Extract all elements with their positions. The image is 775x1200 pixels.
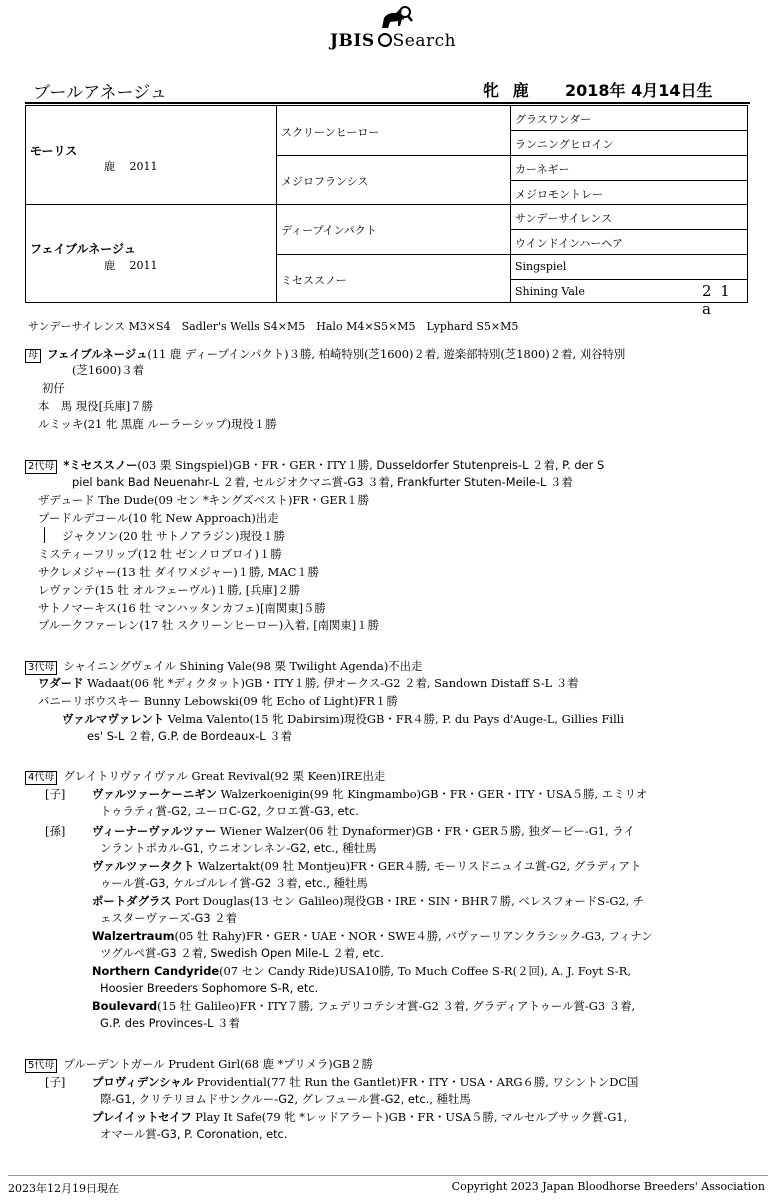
list-item: Northern Candyride(07 セン Candy Ride)USA10勝, To Much Coffee S-R(２回), A. J. Foyt S-R, <box>92 964 631 978</box>
gen2-head: 2代母 *ミセススノー(03 栗 Singspiel)GB・FR・GER・ITY１勝, Dusseldorfer Stutenpreis-L ２着, P. der S <box>25 457 604 474</box>
list-item-cont: 際-G1, クリテリヨムドサンクルー-G2, グレフュール賞-G2, etc., 種牡馬 <box>100 1092 471 1106</box>
velma-link[interactable]: ヴァルマヴァレント <box>62 712 165 726</box>
pedigree-table <box>25 105 748 318</box>
list-item-cont: トゥラティ賞-G2, ユーロC-G2, クロエ賞-G3, etc. <box>100 804 359 818</box>
list-item: ヴァルツァータクト Walzertakt(09 牡 Montjeu)FR・GER４勝, モーリスドニュイユ賞-G2, グラディアト <box>92 859 642 873</box>
list-item: ルミッキ(21 牝 黒鹿 ルーラーシップ)現役１勝 <box>38 417 277 431</box>
waadat-link[interactable]: ワダード <box>38 676 84 690</box>
list-item: バニーリボウスキー Bunny Lebowski(09 牝 Echo of Light)FR１勝 <box>38 694 398 708</box>
g3-ancestor[interactable]: カーネギー <box>515 163 570 176</box>
list-item: ヴァルツァーケーニギン Walzerkoenigin(99 牝 Kingmambo)GB・FR・GER・ITY・USA５勝, エミリオ <box>92 787 648 801</box>
dam-sire[interactable]: ディープインパクト <box>281 224 377 237</box>
g3-ancestor[interactable]: Singspiel <box>515 260 567 273</box>
list-item: ジャクソン(20 牡 サトノアラジン)現役１勝 <box>62 529 286 543</box>
dam-dam[interactable]: ミセススノー <box>281 274 347 287</box>
descendant-bar <box>44 527 45 543</box>
dam-link[interactable]: フェイブルネージュ <box>47 347 148 361</box>
g3-ancestor[interactable]: サンデーサイレンス <box>515 212 613 225</box>
child-label: [子] <box>45 1075 66 1089</box>
list-item: ミスティーフリップ(12 牡 ゼンノロブロイ)１勝 <box>38 547 282 561</box>
sire-color-year: 鹿 2011 <box>104 160 158 173</box>
list-item: サトノマーキス(16 牡 マンハッタンカフェ)[南関東]５勝 <box>38 601 326 615</box>
list-item: ヴァルマヴァレント Velma Valento(15 牝 Dabirsim)現役GB・FR４勝, P. du Pays d'Auge-L, Gillies Filli <box>62 712 625 726</box>
section-tag: 3代母 <box>25 661 57 675</box>
list-item: プロヴィデンシャル Providential(77 牡 Run the Gantlet)FR・ITY・USA・ARG６勝, ワシントンDC国 <box>92 1075 639 1089</box>
as-of-date: 2023年12月19日現在 <box>8 1182 119 1195</box>
birth-date: 2018年 4月14日生 <box>565 81 713 100</box>
section-tag: 5代母 <box>25 1059 57 1073</box>
sire-dam[interactable]: メジロフランシス <box>281 175 369 188</box>
horse-name: ブールアネージュ <box>33 83 167 103</box>
g3-ancestor[interactable]: グラスワンダー <box>515 113 592 126</box>
list-item: プルークファーレン(17 牡 スクリーンヒーロー)入着, [南関東]１勝 <box>38 618 380 632</box>
sire-name[interactable]: モーリス <box>30 144 78 158</box>
sex-color: 牝 鹿 <box>483 81 533 100</box>
family-number: 2 1 a <box>702 282 732 318</box>
logo-search-icon <box>378 33 392 47</box>
g3-ancestor[interactable]: Shining Vale <box>515 285 585 298</box>
section-tag: 母 <box>25 349 41 363</box>
list-item-cont: オマール賞-G3, P. Coronation, etc. <box>100 1127 288 1141</box>
gen4-head: 4代母 グレイトリヴァイヴァル Great Revival(92 栗 Keen)IRE出走 <box>25 768 385 785</box>
sire-sire[interactable]: スクリーンヒーロー <box>281 126 380 139</box>
list-item-cont: ゥール賞-G3, ケルゴルレイ賞-G2 ３着, etc., 種牡馬 <box>100 876 368 890</box>
dam-name[interactable]: フェイブルネージュ <box>30 242 136 256</box>
list-item: 初仔 <box>42 381 65 395</box>
gen5-head: 5代母 プルーデントガール Prudent Girl(68 鹿 *プリメラ)GB２勝 <box>25 1056 373 1073</box>
list-item: レヴァンテ(15 牡 オルフェーヴル)１勝, [兵庫]２勝 <box>38 583 301 597</box>
dam-desc-cont: (芝1600)３着 <box>72 363 145 377</box>
g3-ancestor[interactable]: ランニングヒロイン <box>515 138 614 151</box>
logo-text: JBIS Search <box>330 31 457 51</box>
list-item-cont: es' S-L ２着, G.P. de Bordeaux-L ３着 <box>87 729 292 743</box>
grandchild-label: [孫] <box>45 824 66 838</box>
list-item: ワダード Wadaat(06 牝 *ディクタット)GB・ITY１勝, 伊オークス-G2 ２着, Sandown Distaff S-L ３着 <box>38 676 579 690</box>
list-item: ザデュード The Dude(09 セン *キングズベスト)FR・GER１勝 <box>38 493 370 507</box>
list-item: プードルデコール(10 牝 New Approach)出走 <box>38 511 279 525</box>
list-item: プレイイットセイフ Play It Safe(79 牝 *レッドアラート)GB・FR・USA５勝, マルセルブサック賞-G1, <box>92 1110 628 1124</box>
list-item: 本 馬 現役[兵庫]７勝 <box>38 399 154 413</box>
section-tag: 2代母 <box>25 460 57 474</box>
list-item: サクレメジャー(13 牡 ダイワメジャー)１勝, MAC１勝 <box>38 565 320 579</box>
list-item: ヴィーナーヴァルツァー Wiener Walzer(06 牡 Dynaformer)GB・FR・GER５勝, 独ダービー-G1, ライ <box>92 824 635 838</box>
list-item: ポートダグラス Port Douglas(13 セン Galileo)現役GB・IRE・SIN・BHR７勝, ベレスフォードS-G2, チ <box>92 894 645 908</box>
inbreeding-line: サンデーサイレンス M3×S4 Sadler's Wells S4×M5 Halo M4×S5×M5 Lyphard S5×M5 <box>28 320 519 333</box>
g3-ancestor[interactable]: ウインドインハーヘア <box>515 237 624 250</box>
list-item: Walzertraum(05 牡 Rahy)FR・GER・UAE・NOR・SWE４勝, バヴァーリアンクラシック-G3, フィナン <box>92 929 653 943</box>
list-item-cont: Hoosier Breeders Sophomore S-R, etc. <box>100 981 319 995</box>
list-item-cont: ツグルペ賞-G3 ２着, Swedish Open Mile-L ２着, etc. <box>100 946 384 960</box>
horse-logo-icon <box>374 6 414 32</box>
jbis-logo[interactable] <box>330 6 460 52</box>
dam-section-head: 母 フェイブルネージュ(11 鹿 ディープインパクト)３勝, 柏崎特別(芝1600)２着, 遊楽部特別(芝1800)２着, 刈谷特別 <box>25 346 625 363</box>
dam-color-year: 鹿 2011 <box>104 259 158 272</box>
section-tag: 4代母 <box>25 771 57 785</box>
g3-ancestor[interactable]: メジロモントレー <box>515 188 603 201</box>
copyright: Copyright 2023 Japan Bloodhorse Breeders' Association <box>451 1180 765 1193</box>
title-row <box>25 76 750 104</box>
gen2-desc-cont: piel bank Bad Neuenahr-L ２着, セルジオクマニ賞-G3 ３着, Frankfurter Stuten-Meile-L ３着 <box>72 475 573 489</box>
child-label: [子] <box>45 787 66 801</box>
list-item: Boulevard(15 牡 Galileo)FR・ITY７勝, フェデリコテシオ賞-G2 ３着, グラディアトゥール賞-G3 ３着, <box>92 999 636 1013</box>
list-item-cont: G.P. des Provinces-L ３着 <box>100 1016 240 1030</box>
list-item-cont: ェスターヴァーズ-G3 ２着 <box>100 911 238 925</box>
gen2-link[interactable]: *ミセススノー <box>63 458 138 472</box>
gen3-head: 3代母 シャイニングヴェイル Shining Vale(98 栗 Twilight Agenda)不出走 <box>25 658 422 675</box>
list-item-cont: ンラントポカル-G1, ウニオンレネン-G2, etc., 種牡馬 <box>100 841 377 855</box>
footer-divider <box>8 1175 768 1176</box>
